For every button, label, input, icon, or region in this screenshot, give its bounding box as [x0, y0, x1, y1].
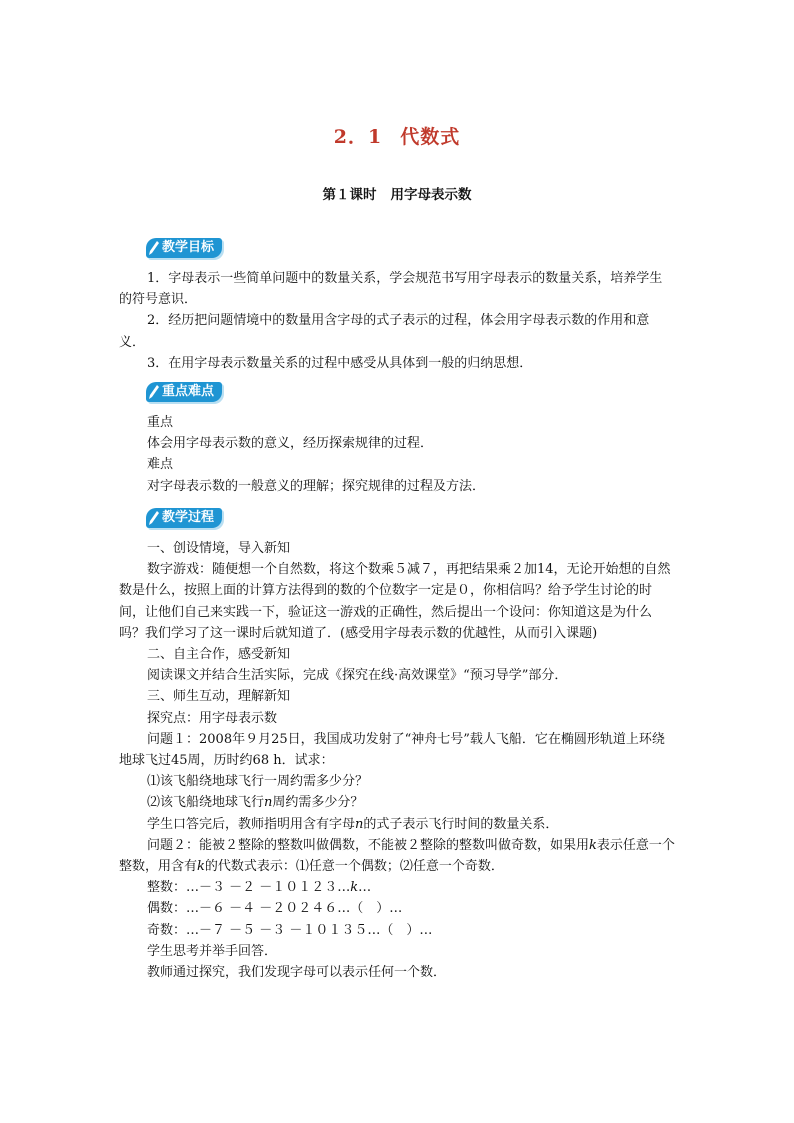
evens-values: …－６ －４ －２０２４６…（ ）… [186, 901, 403, 917]
step3-heading: 三、师生互动，理解新知 [147, 689, 291, 705]
student-think: 学生思考并举手回答． [147, 943, 278, 959]
var-n: n [264, 795, 273, 811]
process-block [119, 538, 675, 983]
conclusion: 教师通过探究，我们发现字母可以表示任何一个数． [147, 965, 447, 981]
integers-label: 整数： [147, 880, 187, 896]
step2-text: 阅读课文并结合生活实际，完成《探究在线·高效课堂》“预习导学”部分． [147, 668, 568, 684]
goal-item: 3．在用字母表示数量关系的过程中感受从具体到一般的归纳思想． [147, 355, 533, 371]
difficult-label: 难点 [147, 457, 174, 473]
q2-post: 的代数式表示：⑴任意一个偶数；⑵任意一个奇数． [204, 859, 504, 875]
step1-heading: 一、创设情境，导入新知 [147, 541, 291, 556]
integers-row [119, 877, 675, 898]
var-n: n [355, 816, 364, 832]
q1-part2-pre: ⑵该飞船绕地球飞行 [147, 795, 265, 811]
key-points-badge [146, 382, 222, 402]
question-1-part-1: ⑴该飞船绕地球飞行一周约需多少分？ [147, 774, 369, 790]
section-title [0, 122, 794, 149]
key-text: 体会用字母表示数的意义，经历探索规律的过程． [147, 436, 434, 452]
goal-item: 2．经历把问题情境中的数量用含字母的式子表示的过程，体会用字母表示数的作用和意义． [119, 313, 650, 350]
lesson-topic: 用字母表示数 [390, 187, 472, 203]
lesson-subtitle [0, 183, 794, 203]
goals-list [119, 268, 675, 374]
odds-values: …－７ －５ －３ －１０１３５…（ ）… [186, 922, 433, 938]
var-k: k [350, 880, 359, 896]
q1-part2-post: 周约需多少分？ [272, 795, 364, 811]
step2-heading: 二、自主合作，感受新知 [147, 647, 291, 663]
pen-icon [149, 511, 159, 525]
var-k: k [589, 837, 597, 853]
key-label: 重点 [147, 415, 174, 430]
lesson-number: 第１课时 [322, 187, 377, 203]
number-game-text: 数字游戏：随便想一个自然数，将这个数乘５减７，再把结果乘２加14，无论开始想的自然数是什么，按照上面的计算方法得到的数的个位数字一定是０，你相信吗？给予学生讨论的时间，让他们自己来实践一下，验证这一游戏的正确性，然后提出一个设问：你知道这是为什么吗？我们学习了这一课时后就知道了．(感受用字母表示数的优越性，从而引入课题) [119, 562, 671, 641]
process-badge [146, 508, 222, 528]
pen-icon [149, 241, 159, 255]
question-2 [119, 835, 675, 877]
section-number: 2．1 [333, 126, 383, 148]
process-heading: 教学过程 [162, 510, 215, 525]
evens-label: 偶数： [147, 901, 187, 917]
integers-end: … [358, 880, 372, 896]
q2-mid: 表示任意一个整数，用含有 [119, 837, 675, 875]
pen-icon [149, 385, 159, 399]
q1-answer-post: 的式子表示飞行时间的数量关系． [363, 816, 559, 832]
explore-point: 探究点：用字母表示数 [147, 710, 278, 726]
q2-pre: 问题２：能被２整除的整数叫做偶数，不能被２整除的整数叫做奇数，如果用 [147, 837, 590, 853]
goal-item: 1．字母表示一些简单问题中的数量关系，学会规范书写用字母表示的数量关系，培养学生的符号意识． [119, 271, 663, 308]
question-1-answer [119, 814, 675, 835]
integers-values: …－３ －２ －１０１２３… [186, 880, 351, 896]
odds-label: 奇数： [147, 922, 187, 938]
goals-badge [146, 238, 222, 258]
odds-row [119, 920, 675, 941]
q1-answer-pre: 学生口答完后，教师指明用含有字母 [147, 816, 356, 832]
question-1: 问题１：2008年９月25日，我国成功发射了“神舟七号”载人飞船．它在椭圆形轨道上环绕地球飞过45周，历时约68 h．试求： [119, 731, 665, 769]
difficult-text: 对字母表示数的一般意义的理解；探究规律的过程及方法． [147, 478, 486, 494]
evens-row [119, 898, 675, 919]
key-points-heading: 重点难点 [162, 384, 215, 399]
var-k: k [197, 859, 205, 875]
question-1-part-2 [119, 792, 675, 813]
section-title-text: 代数式 [400, 126, 461, 148]
goals-heading: 教学目标 [162, 240, 215, 255]
key-points-block [147, 412, 675, 497]
